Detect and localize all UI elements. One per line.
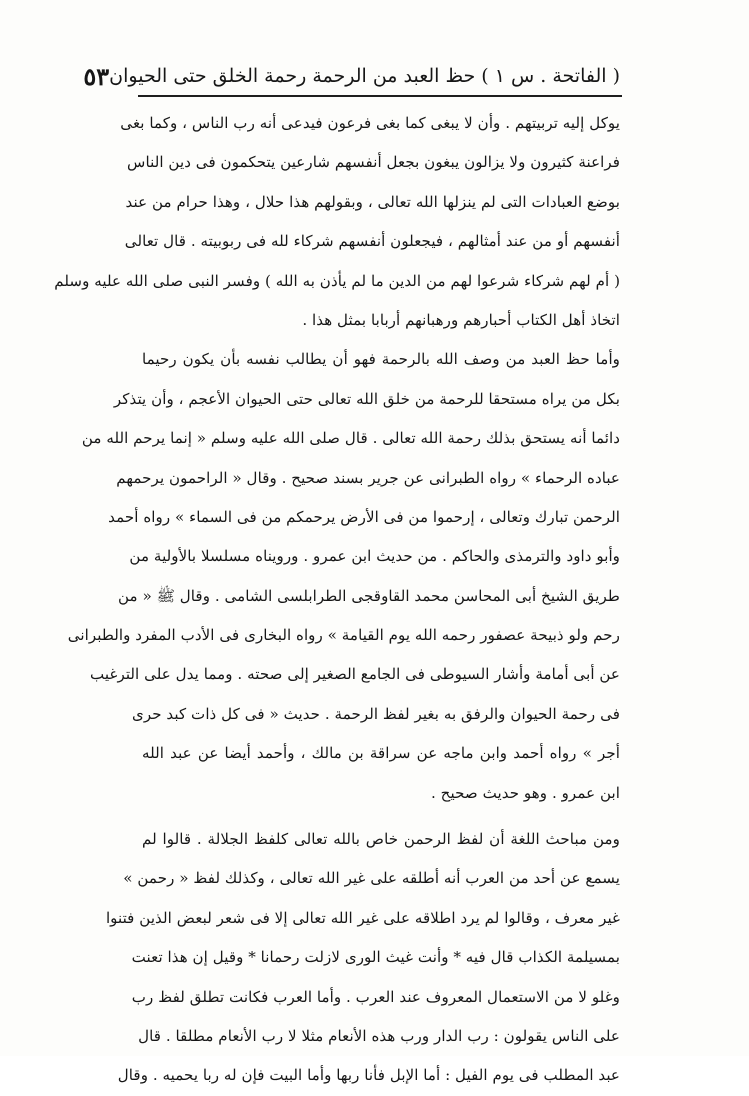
text-line: فى رحمة الحيوان والرفق به بغير لفظ الرحمة . حديث « فى كل ذات كبد حرى bbox=[131, 704, 620, 723]
text-line: اتخاذ أهل الكتاب أحبارهم ورهبانهم أربابا بمثل هذا . bbox=[302, 310, 620, 329]
text-line: غير معرف ، وقالوا لم يرد اطلاقه على غير الله تعالى إلا فى شعر لبعض الذين فتنوا bbox=[105, 908, 620, 927]
page-number: ٥٣ bbox=[83, 61, 110, 91]
text-line: عباده الرحماء » رواه الطبرانى عن جرير بسند صحيح . وقال « الراحمون يرحمهم bbox=[116, 468, 620, 487]
text-line: يوكل إليه تربيتهم . وأن لا يبغى كما بغى فرعون فيدعى أنه رب الناس ، وكما بغى bbox=[120, 114, 620, 132]
text-line: الرحمن تبارك وتعالى ، إرحموا من فى الأرض يرحمكم من فى السماء » رواه أحمد bbox=[108, 507, 620, 526]
text-line: وغلو لا من الاستعمال المعروف عند العرب . وأما العرب فكانت تطلق لفظ رب bbox=[131, 987, 620, 1006]
text-line: طريق الشيخ أبى المحاسن محمد القاوقجى الطرابلسى الشامى . وقال ﷺ « من bbox=[117, 586, 620, 605]
text-line: بوضع العبادات التى لم ينزلها الله تعالى ، وبقولهم هذا حلال ، وهذا حرام من عند bbox=[125, 192, 620, 211]
running-header bbox=[83, 58, 620, 94]
header-title: ( الفاتحة . س ١ ) حظ العبد من الرحمة رحمة الخلق حتى الحيوان bbox=[109, 65, 620, 87]
text-line: دائما أنه يستحق بذلك رحمة الله تعالى . قال صلى الله عليه وسلم « إنما يرحم الله من bbox=[81, 429, 620, 448]
text-line: ( أم لهم شركاء شرعوا لهم من الدين ما لم يأذن به الله ) وفسر النبى صلى الله عليه وسلم bbox=[54, 271, 620, 290]
text-line: رحم ولو ذبيحة عصفور رحمه الله يوم القيامة » رواه البخارى فى الأدب المفرد والطبرانى bbox=[67, 626, 620, 645]
text-line: أجر » رواه أحمد وابن ماجه عن سراقة بن مالك ، وأحمد أيضا عن عبد الله bbox=[142, 744, 620, 763]
text-line: يسمع عن أحد من العرب أنه أطلقه على غير الله تعالى ، وكذلك لفظ « رحمن » bbox=[123, 869, 620, 888]
text-line: بكل من يراه مستحقا للرحمة من خلق الله تعالى حتى الحيوان الأعجم ، وأن يتذكر bbox=[113, 389, 620, 408]
text-line: ومن مباحث اللغة أن لفظ الرحمن خاص بالله تعالى كلفظ الجلالة . قالوا لم bbox=[142, 830, 620, 849]
text-line: عبد المطلب فى يوم الفيل : أما الإبل فأنا ربها وأما البيت فإن له ربا يحميه . وقال bbox=[117, 1066, 620, 1085]
text-line: فراعنة كثيرون ولا يزالون يبغون بجعل أنفسهم شارعين يتحكمون فى دين الناس bbox=[127, 153, 620, 172]
text-line: عن أبى أمامة وأشار السيوطى فى الجامع الصغير إلى صحته . ومما يدل على الترغيب bbox=[90, 665, 620, 684]
text-line: وأما حظ العبد من وصف الله بالرحمة فهو أن يطالب نفسه بأن يكون رحيما bbox=[142, 350, 620, 369]
text-line: بمسيلمة الكذاب قال فيه * وأنت غيث الورى لازلت رحمانا * وقيل إن هذا تعنت bbox=[131, 948, 620, 967]
header-rule bbox=[138, 95, 622, 97]
text-line: وأبو داود والترمذى والحاكم . من حديث ابن عمرو . ورويناه مسلسلا بالأولية من bbox=[129, 547, 620, 566]
body-text bbox=[54, 104, 620, 1096]
text-line: ابن عمرو . وهو حديث صحيح . bbox=[431, 783, 620, 802]
text-line: أنفسهم أو من عند أمثالهم ، فيجعلون أنفسهم شركاء لله فى ربوبيته . قال تعالى bbox=[124, 232, 620, 251]
text-line: على الناس يقولون : رب الدار ورب هذه الأنعام مثلا لا رب الأنعام مطلقا . قال bbox=[138, 1026, 620, 1045]
